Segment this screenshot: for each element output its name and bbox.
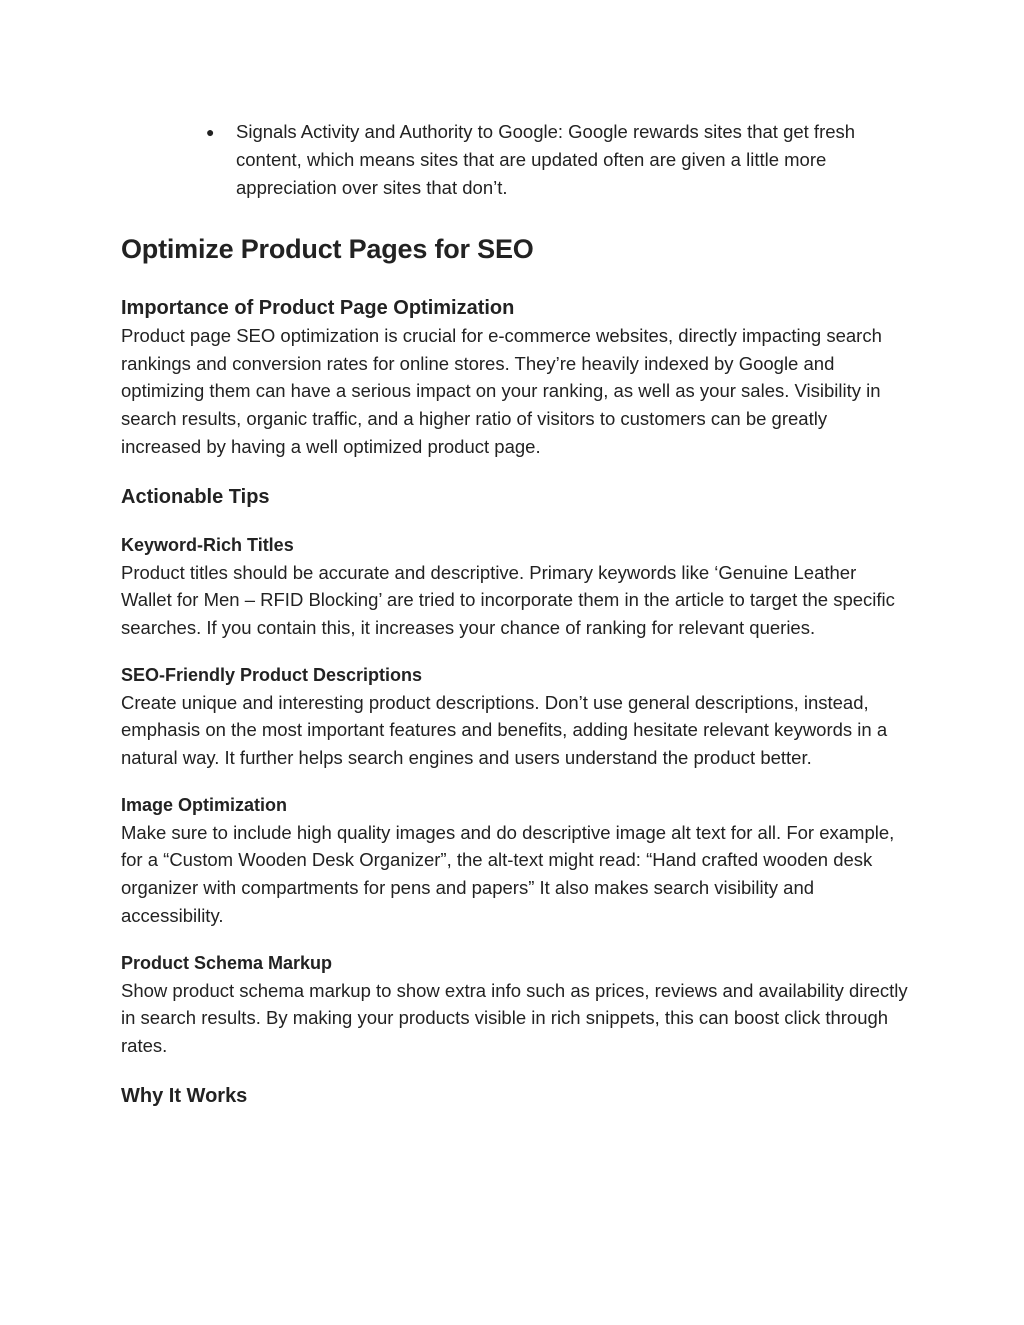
importance-heading: Importance of Product Page Optimization xyxy=(121,297,515,319)
tip-title-product-schema-markup: Product Schema Markup xyxy=(121,952,333,973)
document-page xyxy=(121,118,911,1110)
tip-title-seo-friendly-descriptions: SEO-Friendly Product Descriptions xyxy=(121,664,423,685)
why-it-works-heading: Why It Works xyxy=(121,1084,248,1107)
tip-body-product-schema-markup: Show product schema markup to show extra info such as prices, reviews and availability directly in search results. By making your products visible in rich snippets, this can boost click through rates. xyxy=(121,979,908,1056)
bullet-item-signals xyxy=(121,118,911,202)
importance-body: Product page SEO optimization is crucial for e-commerce websites, directly impacting search rankings and conversion rates for online stores. They’re heavily indexed by Google and optimizing them can have a serious impact on your ranking, as well as your sales. Visibility in search results, organic traffic, and a higher ratio of visitors to customers can be greatly increased by having a well optimized product page. xyxy=(121,325,882,457)
bullet-dot-icon: ● xyxy=(206,124,215,140)
tip-body-keyword-rich-titles: Product titles should be accurate and descriptive. Primary keywords like ‘Genuine Leather Wallet for Men – RFID Blocking’ are tried to incorporate them in the article to target the specific searches. If you contain this, it increases your chance of ranking for relevant queries. xyxy=(121,561,895,638)
tip-title-keyword-rich-titles: Keyword-Rich Titles xyxy=(121,534,294,555)
tip-body-image-optimization: Make sure to include high quality images and do descriptive image alt text for all. For example, for a “Custom Wooden Desk Organizer”, the alt-text might read: “Hand crafted wooden desk organizer with compartments for pens and papers” It also makes search visibility and accessibility. xyxy=(121,821,895,926)
bullet-text: Signals Activity and Authority to Google: Google rewards sites that get fresh content, which means sites that are updated often are given a little more appreciation over sites that don’t. xyxy=(236,121,856,198)
tips-heading: Actionable Tips xyxy=(121,485,270,508)
main-heading: Optimize Product Pages for SEO xyxy=(121,234,534,264)
tip-title-image-optimization: Image Optimization xyxy=(121,794,288,815)
tip-body-seo-friendly-descriptions: Create unique and interesting product descriptions. Don’t use general descriptions, instead, emphasis on the most important features and benefits, adding hesitate relevant keywords in a natural way. It further helps search engines and users understand the product better. xyxy=(121,691,888,769)
